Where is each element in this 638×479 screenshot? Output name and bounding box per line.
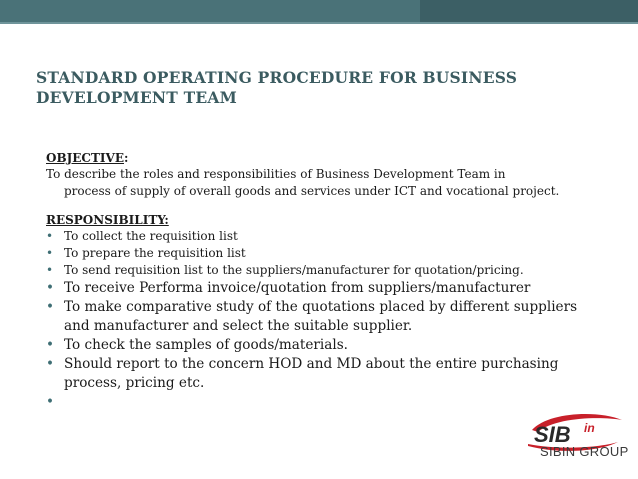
list-item-text: Should report to the concern HOD and MD about the entire purchasing	[64, 356, 559, 372]
responsibility-section	[46, 212, 606, 412]
list-item-text-continued: process, pricing etc.	[64, 375, 205, 391]
top-banner	[0, 0, 638, 22]
list-item-text: To collect the requisition list	[64, 229, 238, 243]
objective-line-2: process of supply of overall goods and services under ICT and vocational project.	[64, 184, 560, 198]
bullet-icon: •	[46, 394, 55, 410]
list-item-text: To check the samples of goods/materials.	[64, 337, 349, 353]
top-banner-left	[0, 0, 420, 22]
slide-body	[46, 147, 606, 412]
slide-title	[36, 68, 596, 108]
top-banner-divider	[0, 22, 638, 24]
bullet-icon: •	[46, 229, 54, 243]
list-item-text-continued: and manufacturer and select the suitable supplier.	[64, 318, 413, 334]
responsibility-heading: RESPONSIBILITY:	[46, 213, 169, 227]
slide-title-line-2: DEVELOPMENT TEAM	[36, 88, 237, 107]
objective-line-1: To describe the roles and responsibilities of Business Development Team in	[46, 167, 506, 181]
bullet-icon: •	[46, 280, 55, 296]
list-item	[46, 298, 606, 336]
top-banner-right	[420, 0, 638, 22]
list-item	[46, 245, 606, 262]
objective-section	[46, 147, 606, 200]
list-item-text: To prepare the requisition list	[64, 246, 246, 260]
bullet-icon: •	[46, 246, 54, 260]
objective-text	[46, 166, 606, 200]
objective-heading: OBJECTIVE	[46, 151, 124, 165]
responsibility-list	[46, 228, 606, 412]
bullet-icon: •	[46, 263, 54, 277]
bullet-icon: •	[46, 299, 55, 315]
section-spacer	[46, 200, 606, 212]
logo-caption: SIBIN GROUP	[540, 444, 629, 459]
list-item	[46, 336, 606, 355]
list-item-text: To make comparative study of the quotations placed by different suppliers	[64, 299, 578, 315]
list-item-text: To receive Performa invoice/quotation from suppliers/manufacturer	[64, 280, 531, 296]
logo-mark-suffix: in	[584, 421, 595, 435]
list-item	[46, 355, 606, 393]
list-item	[46, 262, 606, 279]
list-item-text: To send requisition list to the suppliers/manufacturer for quotation/pricing.	[64, 263, 524, 277]
bullet-icon: •	[46, 337, 55, 353]
bullet-icon: •	[46, 356, 55, 372]
objective-colon: :	[123, 151, 129, 165]
list-item	[46, 279, 606, 298]
slide-title-line-1: STANDARD OPERATING PROCEDURE FOR BUSINESS	[36, 68, 518, 87]
list-item	[46, 228, 606, 245]
logo-mark-text: SIB	[534, 422, 571, 447]
